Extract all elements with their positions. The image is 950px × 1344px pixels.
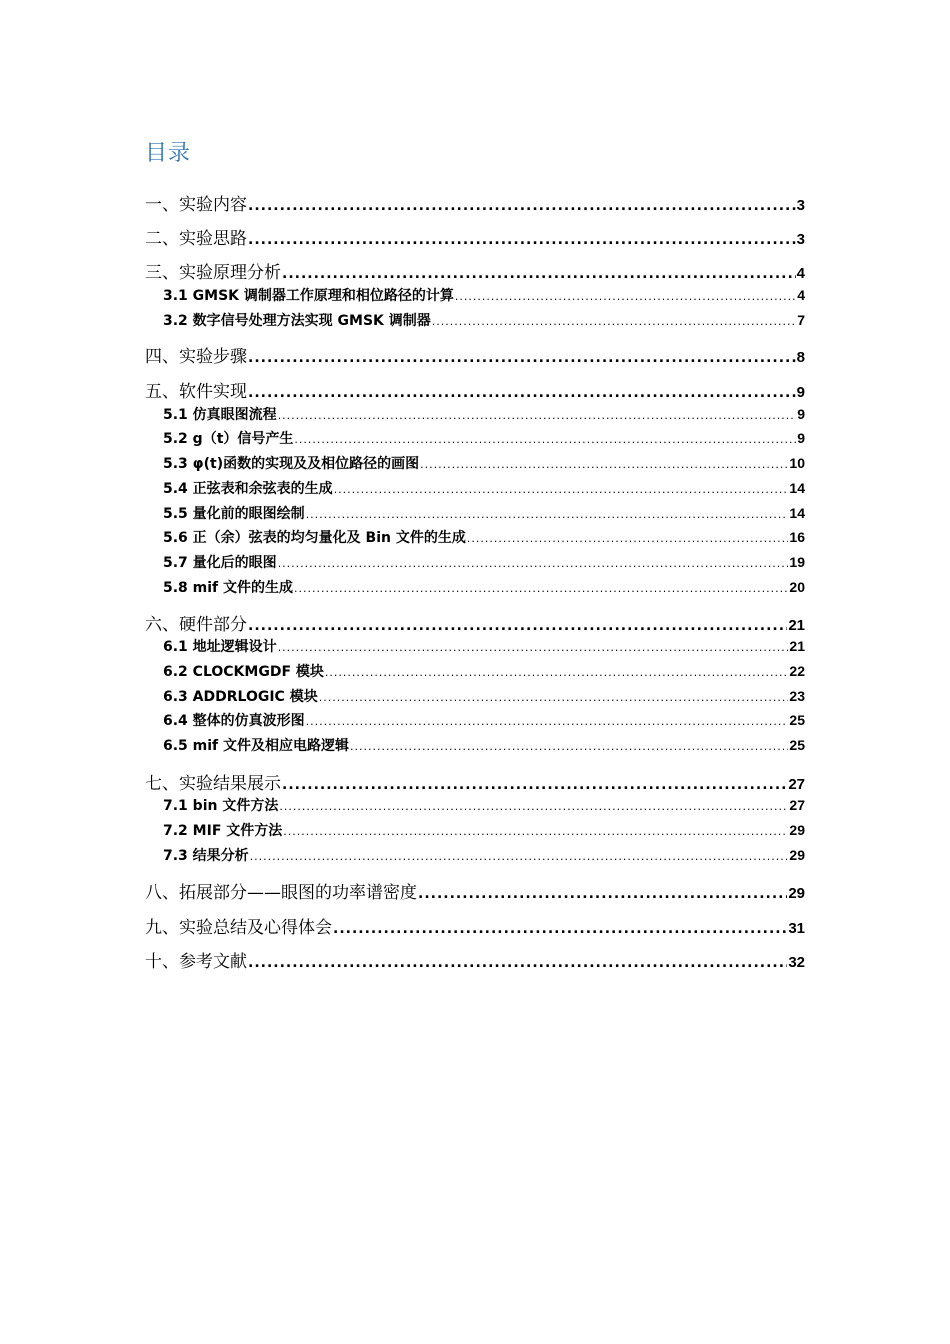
- toc-leader-dots: [294, 433, 796, 446]
- toc-entry-page: 9: [797, 406, 805, 422]
- toc-leader-dots: [283, 825, 788, 838]
- toc-entry-page: 9: [796, 384, 805, 401]
- toc-entry-text: 五、软件实现: [145, 382, 247, 402]
- toc-leader-dots: [350, 740, 788, 753]
- toc-entry[interactable]: [145, 947, 805, 972]
- toc-leader-dots: [250, 850, 789, 863]
- toc-leader-dots: [278, 641, 789, 654]
- toc-leader-dots: [418, 886, 787, 902]
- toc-subentry[interactable]: [163, 552, 805, 572]
- toc-subentry[interactable]: [163, 636, 805, 656]
- toc-leader-dots: [455, 290, 796, 303]
- toc-subentry[interactable]: [163, 310, 805, 330]
- toc-leader-dots: [279, 800, 788, 813]
- toc-leader-dots: [294, 582, 788, 595]
- toc-entry-page: 14: [789, 505, 805, 521]
- toc-subentry[interactable]: [163, 661, 805, 681]
- toc-leader-dots: [282, 266, 796, 282]
- toc-leader-dots: [432, 315, 796, 328]
- toc-leader-dots: [325, 666, 789, 679]
- toc-entry-text: 六、硬件部分: [145, 615, 247, 635]
- toc-entry-page: 8: [796, 349, 805, 366]
- toc-entry-text: 四、实验步骤: [145, 347, 247, 367]
- toc-entry[interactable]: [145, 377, 805, 402]
- toc-entry-page: 16: [789, 529, 805, 545]
- toc-leader-dots: [319, 691, 789, 704]
- toc-leader-dots: [248, 198, 796, 214]
- toc-entry-page: 7: [797, 312, 805, 328]
- toc-entry-page: 4: [797, 287, 805, 303]
- toc-entry-page: 3: [796, 197, 805, 214]
- toc-leader-dots: [420, 458, 788, 471]
- toc-subentry[interactable]: [163, 686, 805, 706]
- toc-entry-page: 32: [788, 954, 805, 971]
- toc-entry-page: 14: [789, 480, 805, 496]
- toc-entry-text: 5.7 量化后的眼图: [163, 555, 277, 571]
- toc-entry[interactable]: [145, 342, 805, 367]
- toc-entry[interactable]: [145, 878, 805, 903]
- toc-entry-page: 4: [796, 265, 805, 282]
- toc-subentry[interactable]: [163, 453, 805, 473]
- toc-entry-text: 6.4 整体的仿真波形图: [163, 713, 305, 729]
- toc-entry-page: 22: [789, 663, 805, 679]
- toc-entry-text: 二、实验思路: [145, 229, 247, 249]
- toc-leader-dots: [248, 955, 787, 971]
- toc-subentry[interactable]: [163, 527, 805, 547]
- toc-entry-text: 6.5 mif 文件及相应电路逻辑: [163, 738, 350, 754]
- toc-subentry[interactable]: [163, 285, 805, 305]
- toc-leader-dots: [333, 921, 787, 937]
- toc-subentry[interactable]: [163, 428, 805, 448]
- toc-entry-page: 31: [788, 920, 805, 937]
- toc-entry-text: 5.2 g（t）信号产生: [163, 431, 294, 447]
- toc-entry-page: 25: [789, 712, 805, 728]
- toc-entry[interactable]: [145, 190, 805, 215]
- toc-leader-dots: [248, 385, 796, 401]
- toc-entry-page: 29: [789, 822, 805, 838]
- toc-subentry[interactable]: [163, 735, 805, 755]
- toc-entry[interactable]: [145, 610, 805, 635]
- toc-entry-text: 5.5 量化前的眼图绘制: [163, 506, 305, 522]
- toc-leader-dots: [282, 777, 787, 793]
- toc-entry-page: 19: [789, 554, 805, 570]
- toc-entry-text: 6.3 ADDRLOGIC 模块: [163, 689, 318, 705]
- toc-entry[interactable]: [145, 913, 805, 938]
- toc-subentry[interactable]: [163, 710, 805, 730]
- toc-entry-page: 25: [789, 737, 805, 753]
- toc-entry-page: 10: [789, 455, 805, 471]
- toc-leader-dots: [248, 618, 787, 634]
- toc-entry-text: 7.3 结果分析: [163, 848, 249, 864]
- toc-title: 目录: [145, 141, 192, 166]
- toc-entry-text: 5.4 正弦表和余弦表的生成: [163, 481, 333, 497]
- toc-entry-text: 5.8 mif 文件的生成: [163, 580, 294, 596]
- toc-entry-page: 23: [789, 688, 805, 704]
- toc-subentry[interactable]: [163, 845, 805, 865]
- toc-entry-text: 十、参考文献: [145, 952, 247, 972]
- toc-entry-page: 27: [788, 776, 805, 793]
- toc-entry-page: 29: [788, 885, 805, 902]
- toc-entry[interactable]: [145, 224, 805, 249]
- toc-entry-text: 7.2 MIF 文件方法: [163, 823, 283, 839]
- toc-leader-dots: [278, 409, 797, 422]
- toc-leader-dots: [467, 532, 789, 545]
- toc-leader-dots: [306, 508, 789, 521]
- toc-subentry[interactable]: [163, 503, 805, 523]
- toc-entry-text: 七、实验结果展示: [145, 774, 281, 794]
- toc-entry-page: 21: [789, 638, 805, 654]
- toc-entry[interactable]: [145, 769, 805, 794]
- toc-entry-text: 5.6 正（余）弦表的均匀量化及 Bin 文件的生成: [163, 530, 466, 546]
- toc-entry-text: 九、实验总结及心得体会: [145, 918, 332, 938]
- toc-entry-text: 3.1 GMSK 调制器工作原理和相位路径的计算: [163, 288, 454, 304]
- toc-entry-text: 7.1 bin 文件方法: [163, 798, 279, 814]
- toc-entry-text: 3.2 数字信号处理方法实现 GMSK 调制器: [163, 313, 431, 329]
- toc-entry-text: 5.3 φ(t)函数的实现及及相位路径的画图: [163, 456, 420, 472]
- toc-entry[interactable]: [145, 258, 805, 283]
- toc-entry-text: 6.1 地址逻辑设计: [163, 639, 277, 655]
- toc-entry-page: 3: [796, 231, 805, 248]
- toc-leader-dots: [248, 350, 796, 366]
- toc-subentry[interactable]: [163, 404, 805, 424]
- toc-leader-dots: [334, 483, 789, 496]
- toc-leader-dots: [248, 232, 796, 248]
- toc-subentry[interactable]: [163, 577, 805, 597]
- toc-entry-text: 三、实验原理分析: [145, 263, 281, 283]
- toc-entry-page: 20: [789, 579, 805, 595]
- toc-entry-text: 八、拓展部分——眼图的功率谱密度: [145, 883, 417, 903]
- toc-entry-text: 5.1 仿真眼图流程: [163, 407, 277, 423]
- toc-subentry[interactable]: [163, 478, 805, 498]
- toc-leader-dots: [278, 557, 789, 570]
- toc-entry-text: 6.2 CLOCKMGDF 模块: [163, 664, 324, 680]
- toc-entry-text: 一、实验内容: [145, 195, 247, 215]
- toc-leader-dots: [306, 715, 789, 728]
- toc-entry-page: 9: [797, 430, 805, 446]
- toc-subentry[interactable]: [163, 795, 805, 815]
- toc-entry-page: 29: [789, 847, 805, 863]
- toc-entry-page: 27: [789, 797, 805, 813]
- toc-subentry[interactable]: [163, 820, 805, 840]
- toc-entry-page: 21: [788, 617, 805, 634]
